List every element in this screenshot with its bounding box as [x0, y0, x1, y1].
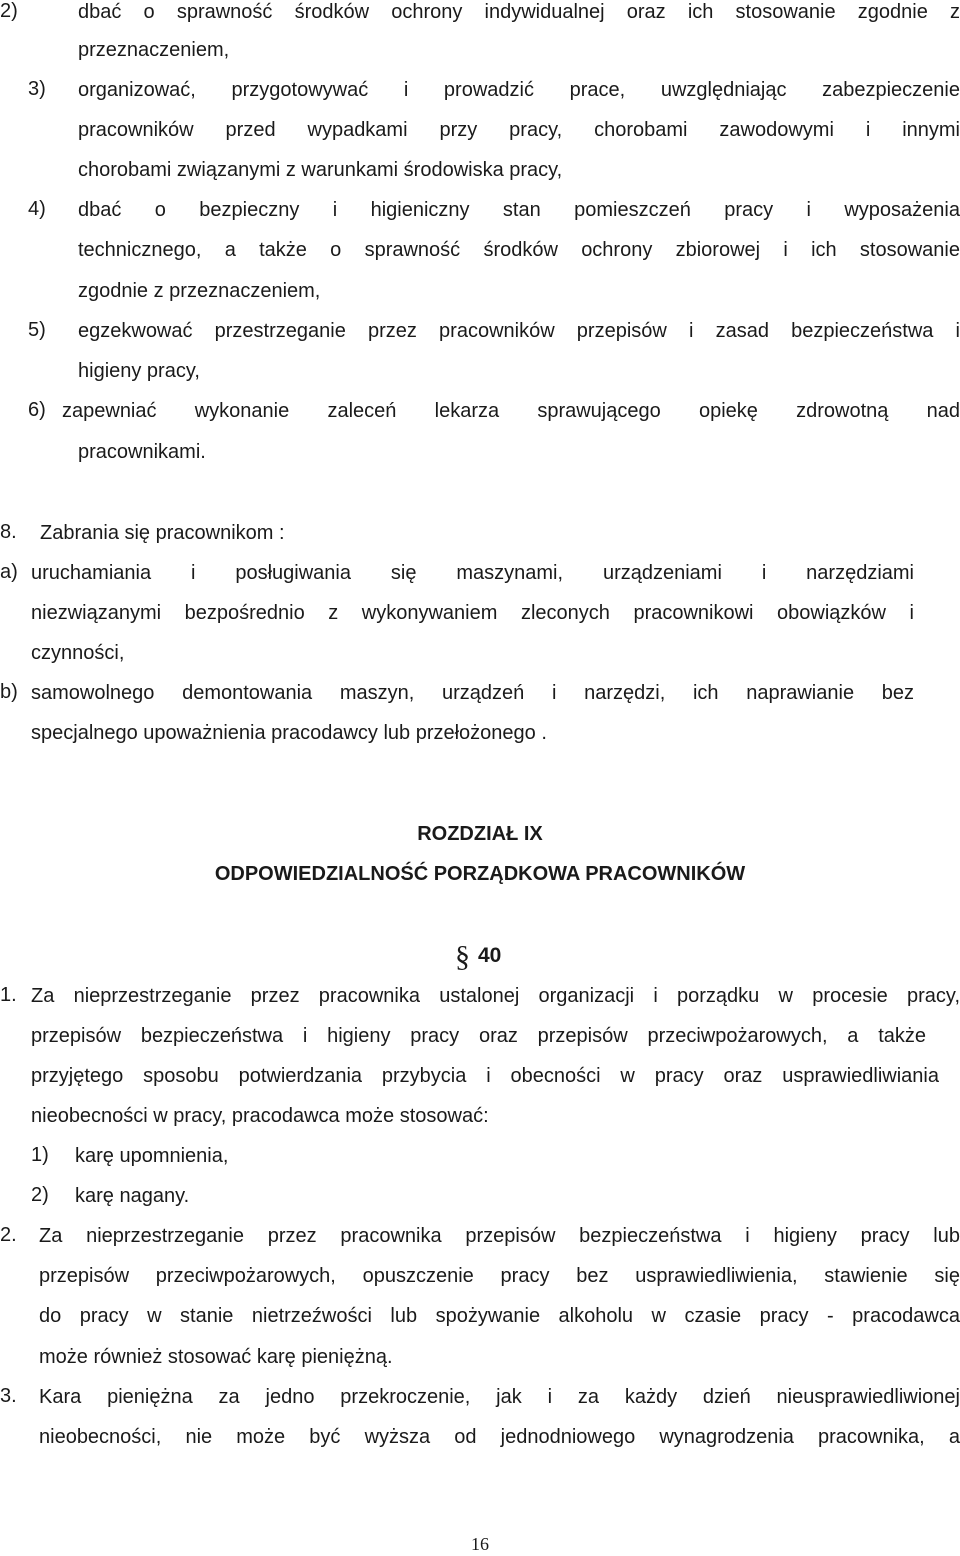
list-item-line: specjalnego upoważnienia pracodawcy lub przełożonego . [31, 722, 547, 744]
paragraph-line: Kara pieniężna za jedno przekroczenie, jak i za każdy dzień nieusprawiedliwionej [39, 1386, 960, 1408]
list-item-line: pracowników przed wypadkami przy pracy, chorobami zawodowymi i innymi [78, 119, 960, 141]
point-text: Zabrania się pracownikom : [40, 522, 285, 544]
chapter-title: ROZDZIAŁ IX [417, 823, 543, 845]
paragraph-line: przepisów bezpieczeństwa i higieny pracy oraz przepisów przeciwpożarowych, a także [31, 1025, 926, 1047]
point-number: 8. [0, 521, 17, 543]
list-item-line: dbać o sprawność środków ochrony indywidualnej oraz ich stosowanie zgodnie z [78, 1, 960, 23]
paragraph-line: do pracy w stanie nietrzeźwości lub spożywanie alkoholu w czasie pracy - pracodawca [39, 1305, 960, 1327]
paragraph-number: 1. [0, 984, 17, 1006]
list-item-number: 3) [28, 78, 46, 100]
section-sign: § [455, 940, 470, 973]
list-item-line: przeznaczeniem, [78, 39, 230, 61]
list-item-line: czynności, [31, 642, 125, 664]
paragraph-number: 2. [0, 1224, 17, 1246]
list-item-text: karę nagany. [75, 1185, 190, 1207]
page-number: 16 [471, 1534, 489, 1554]
list-item-line: uruchamiania i posługiwania się maszynami, urządzeniami i narzędziami [31, 562, 914, 584]
list-item-line: niezwiązanymi bezpośrednio z wykonywaniem zleconych pracownikowi obowiązków i [31, 602, 914, 624]
paragraph-number: 3. [0, 1385, 17, 1407]
list-item-line: technicznego, a także o sprawność środków ochrony zbiorowej i ich stosowanie [78, 239, 960, 261]
list-item-number: 2) [0, 0, 18, 22]
paragraph-line: nieobecności, nie może być wyższa od jednodniowego wynagrodzenia pracownika, a [39, 1426, 960, 1448]
list-item-line: pracownikami. [78, 441, 206, 463]
list-item-number: a) [0, 561, 18, 583]
list-item-text: karę upomnienia, [75, 1145, 229, 1167]
list-item-line: egzekwować przestrzeganie przez pracowników przepisów i zasad bezpieczeństwa i [78, 320, 960, 342]
section-heading [455, 940, 502, 973]
list-item-number: 5) [28, 319, 46, 341]
paragraph-line: przepisów przeciwpożarowych, opuszczenie pracy bez usprawiedliwienia, stawienie się [39, 1265, 960, 1287]
section-number: 40 [478, 944, 502, 967]
list-item-line: zgodnie z przeznaczeniem, [78, 280, 321, 302]
list-item-line: higieny pracy, [78, 360, 200, 382]
chapter-subtitle: ODPOWIEDZIALNOŚĆ PORZĄDKOWA PRACOWNIKÓW [214, 863, 746, 885]
paragraph-line: może również stosować karę pieniężną. [39, 1346, 393, 1368]
paragraph-line: przyjętego sposobu potwierdzania przybycia i obecności w pracy oraz usprawiedliwiania [31, 1065, 939, 1087]
list-item-line: chorobami związanymi z warunkami środowiska pracy, [78, 159, 563, 181]
list-item-line: zapewniać wykonanie zaleceń lekarza sprawującego opiekę zdrowotną nad [62, 400, 960, 422]
list-item-number: 1) [31, 1144, 49, 1166]
list-item-line: dbać o bezpieczny i higieniczny stan pomieszczeń pracy i wyposażenia [78, 199, 960, 221]
list-item-number: 2) [31, 1184, 49, 1206]
list-item-number: 6) [28, 399, 46, 421]
list-item-line: organizować, przygotowywać i prowadzić prace, uwzględniając zabezpieczenie [78, 79, 960, 101]
list-item-number: b) [0, 681, 18, 703]
paragraph-line: Za nieprzestrzeganie przez pracownika przepisów bezpieczeństwa i higieny pracy lub [39, 1225, 960, 1247]
paragraph-line: Za nieprzestrzeganie przez pracownika ustalonej organizacji i porządku w procesie pracy, [31, 985, 960, 1007]
list-item-line: samowolnego demontowania maszyn, urządzeń i narzędzi, ich naprawianie bez [31, 682, 914, 704]
list-item-number: 4) [28, 198, 46, 220]
paragraph-line: nieobecności w pracy, pracodawca może stosować: [31, 1105, 489, 1127]
